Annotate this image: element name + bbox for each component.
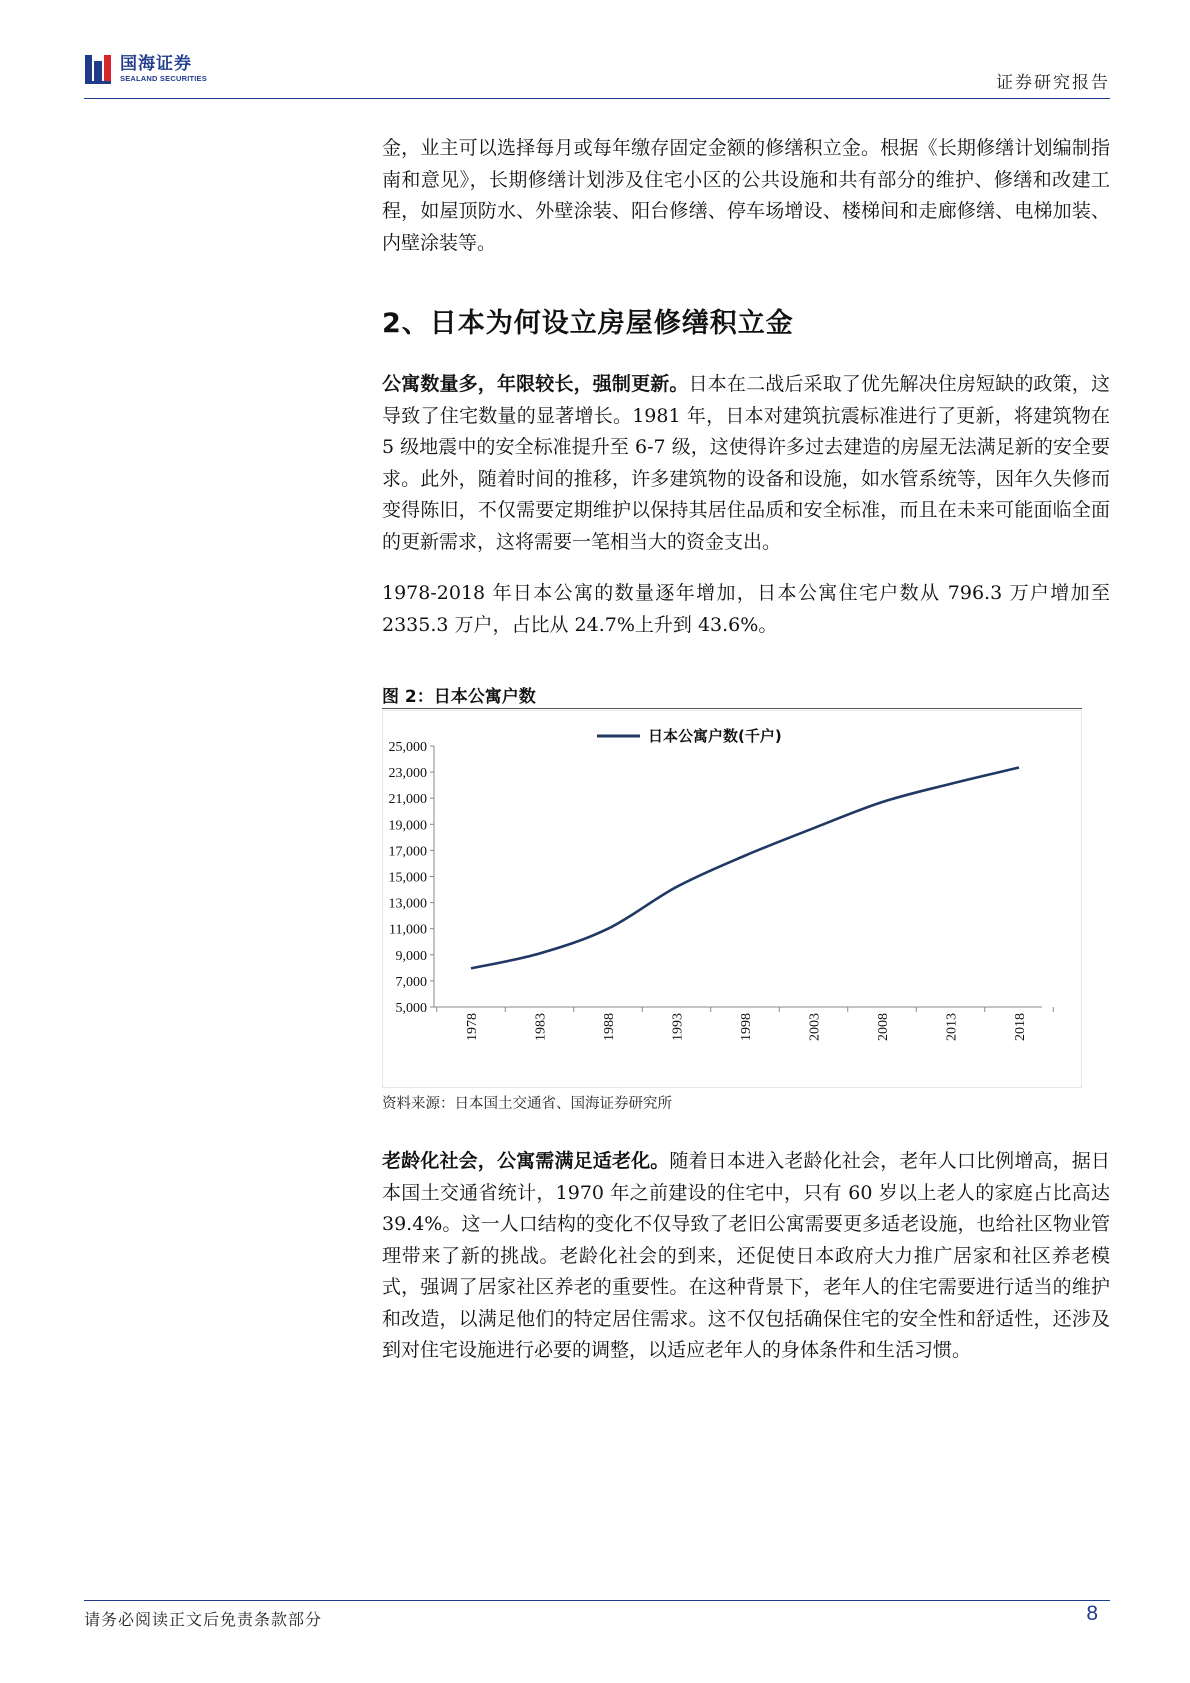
intro-paragraph: 金，业主可以选择每月或每年缴存固定金额的修缮积立金。根据《长期修缮计划编制指南和意见》，长期修缮计划涉及住宅小区的公共设施和共有部分的维护、修缮和改建工程，如屋顶防水、外壁涂装、阳台修缮、停车场增设、楼梯间和走廊修缮、电梯加装、内壁涂装等。 xyxy=(382,137,1110,254)
y-tick-label: 21,000 xyxy=(388,792,427,808)
report-type-label: 证券研究报告 xyxy=(996,73,1110,93)
y-tick-label: 5,000 xyxy=(395,1001,427,1016)
section-heading: 2、日本为何设立房屋修缮积立金 xyxy=(382,308,794,339)
paragraph-lead: 老龄化社会，公寓需满足适老化。 xyxy=(382,1150,670,1172)
y-tick-label: 11,000 xyxy=(389,922,427,938)
y-tick-label: 25,000 xyxy=(388,740,427,755)
page-header xyxy=(84,48,1110,99)
x-tick-label: 2008 xyxy=(876,1013,891,1041)
paragraph-apartment-stats: 1978-2018 年日本公寓的数量逐年增加，日本公寓住宅户数从 796.3 万户增加至 2335.3 万户，占比从 24.7%上升到 43.6%。 xyxy=(382,582,1110,636)
figure-rule xyxy=(382,708,1082,709)
sealand-logo-icon xyxy=(84,51,114,85)
paragraph-body: 随着日本进入老龄化社会，老年人口比例增高，据日本国土交通省统计，1970 年之前建设的住宅中，只有 60 岁以上老人的家庭占比高达 39.4%。这一人口结构的变化不仅导致了老旧公寓需要更多适老设施，也给社区物业管理带来了新的挑战。老龄化社会的到来，还促使日本政府大力推广居家和社区养老模式，强调了居家社区养老的重要性。在这种背景下，老年人的住宅需要进行适当的维护和改造，以满足他们的特定居住需求。这不仅包括确保住宅的安全性和舒适性，还涉及到对住宅设施进行必要的调整，以适应老年人的身体条件和生活习惯。 xyxy=(382,1150,1110,1361)
figure-chart xyxy=(382,710,1082,1088)
disclaimer-note: 请务必阅读正文后免责条款部分 xyxy=(84,1610,323,1629)
company-logo xyxy=(84,48,207,88)
x-tick-label: 1978 xyxy=(465,1013,480,1041)
x-tick-label: 1988 xyxy=(602,1013,617,1041)
y-tick-label: 17,000 xyxy=(388,844,427,860)
y-tick-label: 13,000 xyxy=(388,896,427,912)
y-tick-label: 23,000 xyxy=(388,766,427,782)
x-tick-label: 1983 xyxy=(533,1013,549,1041)
y-tick-label: 7,000 xyxy=(395,974,427,990)
x-tick-label: 1993 xyxy=(670,1013,686,1041)
x-tick-label: 2003 xyxy=(807,1013,823,1041)
y-tick-label: 19,000 xyxy=(388,818,427,834)
paragraph-body: 日本在二战后采取了优先解决住房短缺的政策，这导致了住宅数量的显著增长。1981 年，日本对建筑抗震标准进行了更新，将建筑物在 5 级地震中的安全标准提升至 6-7 级，这使得许多过去建造的房屋无法满足新的安全要求。此外，随着时间的推移，许多建筑物的设备和设施，如水管系统等，因年久失修而变得陈旧，不仅需要定期维护以保持其居住品质和安全标准，而且在未来可能面临全面的更新需求，这将需要一笔相当大的资金支出。 xyxy=(382,373,1110,553)
logo-chinese-name: 国海证券 xyxy=(120,53,192,74)
y-tick-label: 9,000 xyxy=(395,948,427,964)
logo-english-name: SEALAND SECURITIES xyxy=(120,73,207,83)
y-tick-label: 15,000 xyxy=(388,870,427,886)
legend-label: 日本公寓户数(千户) xyxy=(648,727,782,745)
figure-title: 图 2：日本公寓户数 xyxy=(382,687,536,707)
x-tick-label: 1998 xyxy=(739,1013,754,1041)
line-chart xyxy=(382,710,1082,1088)
x-tick-label: 2018 xyxy=(1013,1013,1028,1041)
paragraph-aging-society xyxy=(382,1146,1110,1367)
x-tick-label: 2013 xyxy=(944,1013,960,1041)
chart-frame xyxy=(382,710,1082,1088)
figure-source: 资料来源：日本国土交通省、国海证券研究所 xyxy=(382,1096,672,1112)
paragraph-lead: 公寓数量多，年限较长，强制更新。 xyxy=(382,373,689,395)
page-number: 8 xyxy=(1086,1602,1098,1625)
paragraph-apartment-aging xyxy=(382,369,1110,558)
footer-rule xyxy=(84,1600,1110,1601)
